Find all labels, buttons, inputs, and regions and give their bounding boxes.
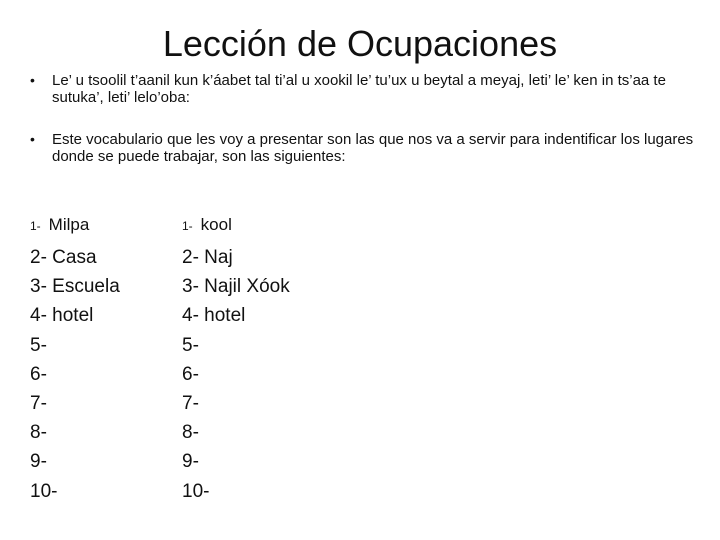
bullet-maya <box>30 72 700 106</box>
item-number: 1- <box>30 219 41 233</box>
item-number: 1- <box>182 219 193 233</box>
list-item: 3- Escuela <box>30 276 120 298</box>
list-item: 3- Najil Xóok <box>182 276 290 298</box>
item-label: Milpa <box>48 215 90 234</box>
list-item: 2- Naj <box>182 247 233 268</box>
list-item: 9- <box>182 451 199 473</box>
list-item-first <box>30 214 120 236</box>
list-item: 5- <box>182 334 199 356</box>
list-item: 2- Casa <box>30 247 97 268</box>
list-item: 6- <box>182 363 199 385</box>
bullet-text-maya: Le’ u tsoolil t’aanil kun k’áabet tal ti’al u xookil le’ tu’ux u beytal a meyaj, leti’ le’ ken in ts’aa te sutuka’, leti’ lelo’oba: <box>52 72 666 106</box>
list-item-first <box>182 214 290 236</box>
maya-vocabulary-list <box>182 214 290 506</box>
bullet-text-spanish: Este vocabulario que les voy a presentar son las que nos va a servir para indentificar los lugares donde se puede trabajar, son las siguientes: <box>52 131 694 165</box>
bullet-dot: • <box>30 131 35 147</box>
bullet-dot: • <box>30 72 35 88</box>
list-item: 4- hotel <box>30 305 94 327</box>
list-item: 7- <box>182 392 199 414</box>
slide-title: Lección de Ocupaciones <box>162 23 558 64</box>
list-item: 4- hotel <box>182 305 246 327</box>
list-item: 7- <box>30 392 47 414</box>
list-item: 10- <box>30 480 58 502</box>
spanish-vocabulary-list <box>30 214 120 506</box>
list-item: 10- <box>182 480 210 502</box>
list-item: 9- <box>30 451 47 473</box>
list-item: 6- <box>30 363 47 385</box>
list-item: 8- <box>30 422 47 444</box>
list-item: 8- <box>182 422 199 444</box>
list-items <box>30 243 120 506</box>
bullet-spanish <box>30 131 700 165</box>
list-items <box>182 243 290 506</box>
item-label: kool <box>200 215 232 234</box>
list-item: 5- <box>30 334 47 356</box>
